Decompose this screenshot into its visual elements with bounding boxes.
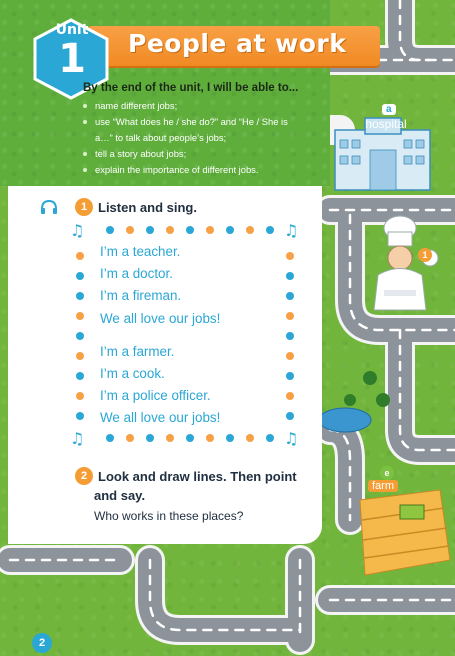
farm-illustration [360,490,450,575]
song-line: I’m a cook. [100,366,165,381]
activity-2-title-line1: Look and draw lines. Then point [98,469,297,484]
music-note-icon: ♫ [284,429,299,448]
cook-number-badge: 1 [418,248,432,262]
objective-item-continued: a…” to talk about people’s jobs; [95,132,227,143]
frame-dots-left [76,252,84,420]
song-chorus-line: We all love our jobs! [100,311,221,326]
unit-title: People at work [128,29,347,58]
activity-1-number: 1 [75,198,93,216]
song-line: I’m a fireman. [100,288,182,303]
frame-dots-right [286,252,294,420]
song-line: I’m a doctor. [100,266,173,281]
objective-item: use “What does he / she do?” and “He / She is [80,114,320,130]
bullet-icon [83,120,87,124]
song-line: I’m a teacher. [100,244,181,259]
unit-number: 1 [58,36,86,82]
hospital-letter-tag: a [382,104,396,115]
song-line: I’m a farmer. [100,344,175,359]
frame-dots-bottom [106,434,274,442]
song-chorus-line: We all love our jobs! [100,410,221,425]
page-number: 2 [32,633,52,653]
farm-label: farm [368,480,398,492]
farm-letter-tag: e [380,466,394,480]
objective-item: name different jobs; [80,98,320,114]
objectives-list [80,98,320,178]
objective-item: tell a story about jobs; [80,146,320,162]
cook-illustration [374,216,438,310]
pond-illustration [319,371,390,432]
music-note-icon: ♫ [284,221,299,240]
activity-2-number: 2 [75,467,93,485]
bullet-icon [83,168,87,172]
music-note-icon: ♫ [70,429,85,448]
hospital-label: hospital [365,117,407,131]
activity-1-title: Listen and sing. [98,200,197,215]
activity-2-title-line2: and say. [94,488,146,503]
objectives-title: By the end of the unit, I will be able to... [83,82,299,94]
music-note-icon: ♫ [70,221,85,240]
bullet-icon [83,152,87,156]
objective-item: explain the importance of different jobs. [80,162,320,178]
bullet-icon [83,104,87,108]
song-line: I’m a police officer. [100,388,211,403]
headphones-icon[interactable] [40,199,58,215]
frame-dots-top [106,226,274,234]
unit-label: Unit [55,22,89,38]
activity-2-question: Who works in these places? [94,509,244,523]
